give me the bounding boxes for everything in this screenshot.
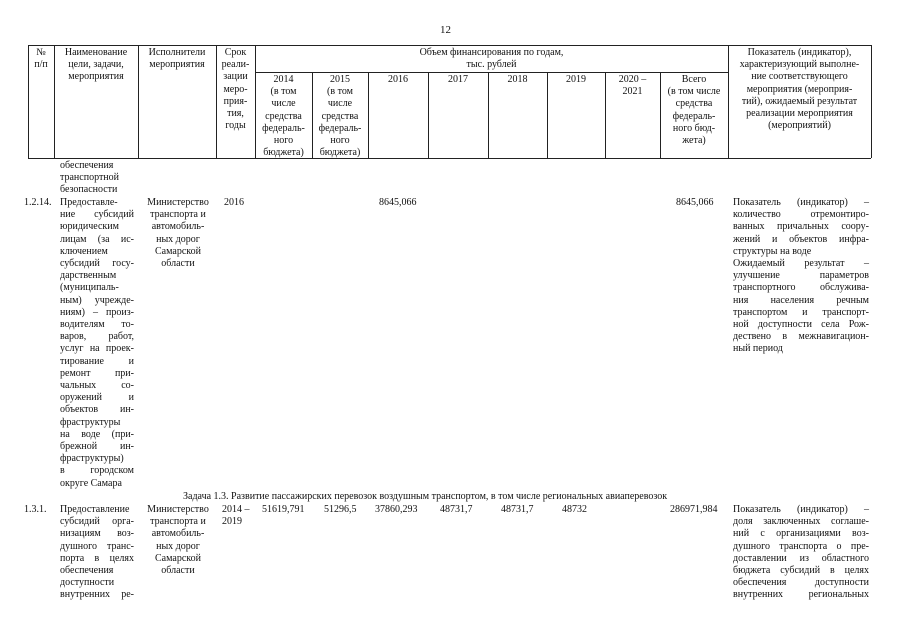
row-1-3-1-num: 1.3.1. [24,504,47,515]
row-1-3-1-y2015: 51296,5 [324,504,357,515]
row-1-2-14-num: 1.2.14. [24,197,52,208]
row-1-2-14-executor: Министерство транспорта и автомобиль- ных дорог Самарской области [147,197,209,270]
continuation-text: обеспечения транспортной безопасности [60,160,120,196]
table-border-top [28,45,871,46]
header-executors: Исполнители мероприятия [148,47,206,71]
row-1-3-1-indicator: Показатель (индикатор) – доля заключенных соглаше- ний с организациями воз- душного транспорта о пре- доставлении из областного бюджета субсидий в целях обеспечения доступности внутренних региональных [733,504,869,601]
row-1-3-1-y2014: 51619,791 [262,504,305,515]
row-1-3-1-total: 286971,984 [670,504,718,515]
row-1-3-1-name: Предоставление субсидий орга- низациям воз- душного транс- порта в целях обеспечения доступности внутренних ре- [60,504,134,601]
row-1-2-14-total: 8645,066 [676,197,714,208]
row-1-2-14-term: 2016 [224,197,244,208]
header-year-2016: 2016 [388,74,408,85]
header-year-2018: 2018 [507,74,528,85]
row-1-3-1-term: 2014 – 2019 [222,504,250,528]
header-name: Наименование цели, задачи, мероприятия [64,47,128,83]
row-1-3-1-y2018: 48731,7 [501,504,534,515]
header-year-2020-2021: 2020 – 2021 [618,74,647,98]
table-header-bottom [28,158,871,159]
header-total: Всего (в том числе средства федераль- ного бюд- жета) [667,74,721,147]
row-1-2-14-name: Предоставле- ние субсидий юридическим лицам (за ис- ключением субсидий госу- дарственным (муниципаль- ным) учрежде- ниям) – произ- водителям то- варов, работ, услуг на проек- тирование и ремонт при- чальных со- оружений и объектов ин- фраструктуры на воде (при- брежной ин- фраструктуры) в городском округе Самара [60,197,134,489]
header-year-2014: 2014 (в том числе средства федераль- ного бюджета) [262,74,305,159]
header-year-2019: 2019 [566,74,586,85]
table-years-divider [255,72,728,73]
header-num: № п/п [34,47,48,71]
header-year-2015: 2015 (в том числе средства федераль- ного бюджета) [318,74,362,159]
header-year-2017: 2017 [448,74,468,85]
col-divider [871,45,872,158]
row-1-2-14-indicator: Показатель (индикатор) – количество отремонтиро- ванных причальных соору- жений и объектов инфра- структуры на воде Ожидаемый результат – улучшение параметров транспортного обслужива- ния населения речным транспортом и транспорт- ной доступности села Рож- дествено в межнавигацион- ный период [733,197,869,355]
row-1-3-1-y2016: 37860,293 [375,504,418,515]
task-1-3-heading: Задача 1.3. Развитие пассажирских перевозок воздушным транспортом, в том числе региональных авиаперевозок [183,491,668,502]
page-number: 12 [440,24,451,36]
header-funding-title: Объем финансирования по годам, тыс. рублей [419,47,564,71]
row-1-3-1-y2019: 48732 [562,504,587,515]
header-indicator: Показатель (индикатор), характеризующий выполне- ние соответствующего мероприятия (мероприя- тий), ожидаемый результат реализации мероприятия (мероприятий) [739,47,860,132]
row-1-3-1-executor: Министерство транспорта и автомобиль- ных дорог Самарской области [147,504,209,577]
row-1-2-14-y2016: 8645,066 [379,197,417,208]
header-term: Срок реали- зации меро- прия- тия, годы [221,47,250,132]
row-1-3-1-y2017: 48731,7 [440,504,473,515]
